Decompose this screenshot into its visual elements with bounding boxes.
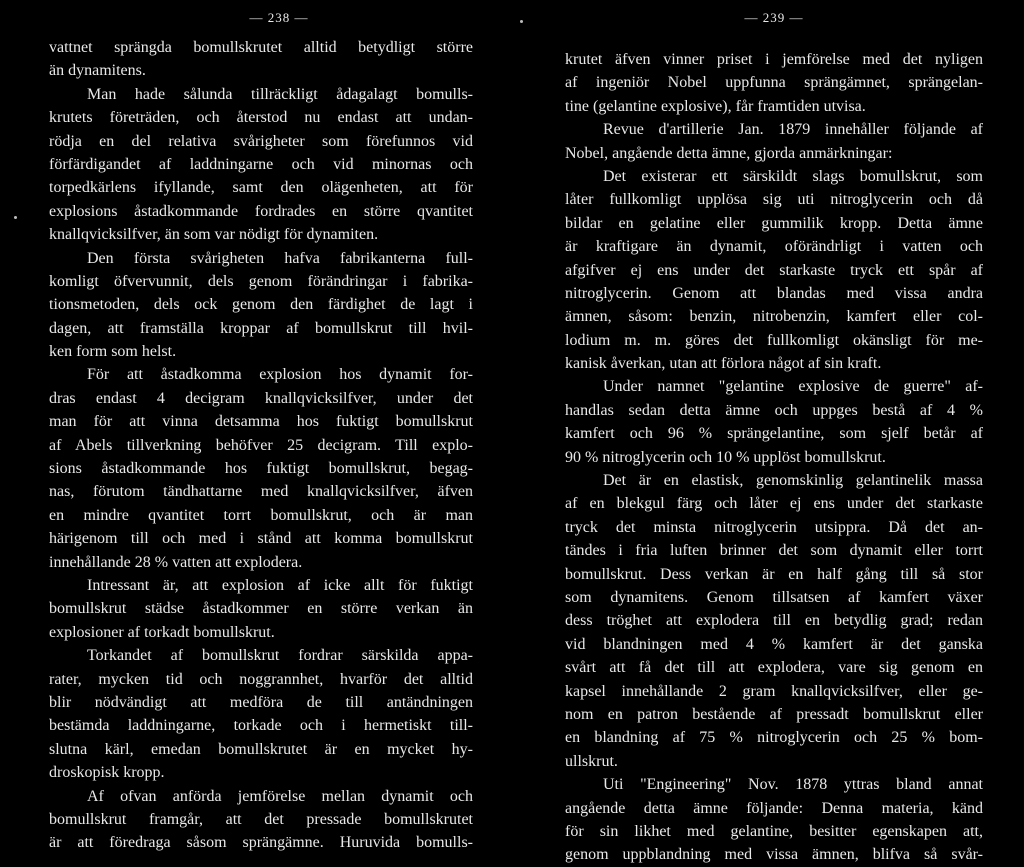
text-line: härigenom till och med i stånd att komma bomullskrut [49, 530, 473, 548]
text-line: Under namnet "gelantine explosive de guerre" af- [603, 378, 983, 396]
text-line: ämnen, såsom: benzin, nitrobenzin, kamfert eller col- [565, 308, 983, 326]
text-line: bomullskrut städse åstadkommer en större verkan än [49, 600, 473, 618]
text-line: Revue d'artillerie Jan. 1879 innehåller följande af [603, 121, 983, 139]
text-line: ullskrut. [565, 752, 618, 770]
text-line: rater, mycken tid och noggrannhet, hvarför det alltid [49, 670, 473, 688]
text-line: Det existerar ett särskildt slags bomullskrut, som [603, 167, 983, 185]
text-line: angående detta ämne följande: Denna materia, känd [565, 799, 983, 817]
text-line: Torkandet af bomullskrut fordrar särskilda appa- [87, 647, 473, 665]
text-line: än dynamitens. [49, 62, 146, 80]
text-line: Af ofvan anförda jemförelse mellan dynamit och [87, 787, 473, 805]
text-line: bomullskrut. Dess verkan är en half gång till så stor [565, 565, 983, 583]
text-line: blir nödvändigt att medföra de till antändningen [49, 693, 473, 711]
text-line: en mindre qvantitet torrt bomullskrut, och är man [49, 506, 473, 524]
text-line: bildar en gelatine eller gummilik kropp. Detta ämne [565, 214, 983, 232]
text-line: explosions åstadkommande fordrades en större qvantitet [49, 202, 473, 220]
text-line: torpedkärlens ifyllande, samt den olägenheten, att för [49, 179, 473, 197]
text-line: dras endast 4 decigram knallqvicksilfver, under det [49, 389, 473, 407]
text-line: vid blandningen med 4 % kamfert är det ganska [565, 635, 983, 653]
text-line: Man hade sålunda tillräckligt ådagalagt bomulls- [87, 85, 473, 103]
text-line: låter fullkomligt upplösa sig uti nitroglycerin och då [565, 191, 983, 209]
text-line: lodium m. m. göres det fullkomligt okänsligt för me- [565, 331, 983, 349]
text-line: Uti "Engineering" Nov. 1878 yttras bland annat [603, 776, 983, 794]
text-line: innehållande 28 % vatten att explodera. [49, 553, 303, 571]
text-line: dess tröghet att explodera till en betydlig grad; redan [565, 612, 983, 630]
print-speck [520, 20, 523, 23]
text-line: krutets företräden, och återstod nu endast att undan- [49, 109, 473, 127]
text-line: genom uppblandning med vissa ämnen, blifva så svår- [565, 846, 983, 864]
text-line: en blandning af 75 % nitroglycerin och 25 % bom- [565, 729, 983, 747]
text-line: För att åstadkomma explosion hos dynamit for- [87, 366, 473, 384]
text-line: nas, förutom tändhattarne med knallqvicksilfver, äfven [49, 483, 473, 501]
text-line: Nobel, angående detta ämne, gjorda anmärkningar: [565, 144, 893, 162]
text-line: Det är en elastisk, genomskinlig gelantinelik massa [603, 472, 983, 490]
text-line: explosioner af torkadt bomullskrut. [49, 623, 275, 641]
text-line: af en blekgul färg och låter ej ens under det starkaste [565, 495, 983, 513]
text-line: tryck det minsta nitroglycerin utsippra. Då det an- [565, 518, 983, 536]
text-line: 90 % nitroglycerin och 10 % upplöst bomullskrut. [565, 448, 886, 466]
right-page-text [565, 48, 983, 867]
text-line: droskopisk kropp. [49, 764, 165, 782]
text-line: af Abels tillverkning behöfver 25 decigram. Till explo- [49, 436, 473, 454]
text-line: bestämda laddningarne, torkade och i hermetiskt till- [49, 717, 473, 735]
text-line: Intressant är, att explosion af icke allt för fuktigt [87, 576, 473, 594]
text-line: man för att vinna detsamma hos fuktigt bomullskrut [49, 413, 473, 431]
text-line: bomullskrut framgår, att det pressade bomullskrutet [49, 810, 473, 828]
text-line: tine (gelantine explosive), får framtiden utvisa. [565, 97, 866, 115]
text-line: är kraftigare än dynamit, oförändrligt i vatten och [565, 238, 983, 256]
text-line: tändes i fria luften brinner det som dynamit eller torrt [565, 542, 983, 560]
text-line: handlas sedan detta ämne och uppges bestå af 4 % [565, 401, 983, 419]
page-number-left: — 238 — [249, 10, 309, 25]
text-line: knallqvicksilfver, än som var nödigt för dynamiten. [49, 226, 379, 244]
text-line: kapsel innehållande 2 gram knallqvicksilfver, eller ge- [565, 682, 983, 700]
text-line: af ingeniör Nobel uppfunna sprängämnet, sprängelan- [565, 74, 983, 92]
print-speck [14, 216, 17, 219]
text-line: kanisk åverkan, utan att förlora något af sin kraft. [565, 355, 882, 373]
text-line: dagen, att framställa kroppar af bomullskrut till hvil- [49, 319, 473, 337]
text-line: nitroglycerin. Genom att blandas med vissa andra [565, 284, 983, 302]
text-line: Den första svårigheten hafva fabrikanterna full- [87, 249, 473, 267]
text-line: slutna kärl, emedan bomullskrutet är en mycket hy- [49, 740, 473, 758]
text-line: vattnet sprängda bomullskrutet alltid betydligt större [49, 39, 473, 56]
text-line: krutet äfven vinner priset i jemförelse med det nyligen [565, 51, 983, 68]
text-line: tionsmetoden, dels ock genom den färdighet de lagt i [49, 296, 473, 314]
text-line: nom en patron bestående af pressadt bomullskrut eller [565, 705, 983, 723]
text-line: kamfert och 96 % sprängelantine, som sjelf betår af [565, 425, 983, 443]
text-line: ken form som helst. [49, 343, 177, 361]
text-line: sions åstadkommande hos fuktigt bomullskrut, begag- [49, 460, 473, 478]
page-number-right: — 239 — [744, 10, 804, 25]
text-line: är att föredraga såsom sprängämne. Huruvida bomulls- [49, 834, 473, 852]
text-line: som dynamitens. Genom tillsatsen af kamfert växer [565, 588, 983, 606]
left-page-text [49, 36, 473, 855]
text-line: komligt öfvervunnit, dels genom förändringar i fabrika- [49, 272, 473, 290]
text-line: rödja en del relativa svårigheter som förefunnos vid [49, 132, 473, 150]
text-line: svårt att få det till att explodera, vare sig genom en [565, 659, 983, 677]
text-line: förfärdigandet af laddningarne och vid minornas och [49, 155, 473, 173]
text-line: för sin likhet med gelantine, besitter egenskapen att, [565, 822, 983, 840]
text-line: afgifver ej ens under det starkaste tryck ett spår af [565, 261, 983, 279]
